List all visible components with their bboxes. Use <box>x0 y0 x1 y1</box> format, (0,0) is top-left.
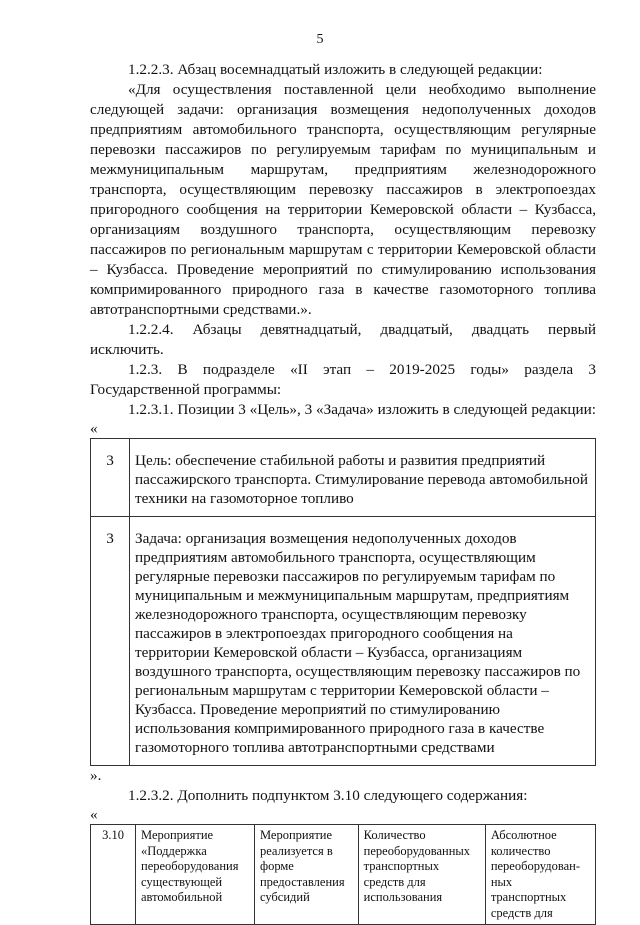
cell-implementation: Мероприятие реализуется в форме предоставления субсидий <box>254 825 358 925</box>
cell-formula: Абсолютное количество переоборудован-ных транспортных средств для <box>485 825 595 925</box>
paragraph-1-2-3: 1.2.3. В подразделе «II этап – 2019-2025 годы» раздела 3 Государственной программы: <box>90 361 596 398</box>
row-number: 3 <box>91 517 130 766</box>
table-row <box>91 825 596 925</box>
row-number: 3.10 <box>91 825 136 925</box>
paragraph-1-2-3-1: 1.2.3.1. Позиции 3 «Цель», 3 «Задача» изложить в следующей редакции: <box>128 401 596 418</box>
cell-indicator: Количество переоборудованных транспортных средств для использования <box>358 825 485 925</box>
close-quote: ». <box>90 767 102 784</box>
paragraph-1-2-2-4: 1.2.2.4. Абзацы девятнадцатый, двадцатый, двадцать первый исключить. <box>90 321 596 358</box>
page-number: 5 <box>316 32 324 47</box>
table-row <box>91 439 596 517</box>
document-body <box>90 60 596 925</box>
paragraph-1-2-3-2: 1.2.3.2. Дополнить подпунктом 3.10 следующего содержания: <box>128 787 528 804</box>
paragraph-1-2-2-3: 1.2.2.3. Абзац восемнадцатый изложить в следующей редакции: <box>128 61 543 78</box>
paragraph-quote-task: «Для осуществления поставленной цели необходимо выполнение следующей задачи: организация возмещения недополученных доходов предприятиям автомобильного транспорта, осуществляющим регулярные перевозки пассажиров по регулируемым тарифам по муниципальным и межмуниципальным маршрутам, предприятиям железнодорожного транспорта, осуществляющим перевозку пассажиров в электропоездах пригородного сообщения на территории Кемеровской области – Кузбасса, организациям воздушного транспорта, осуществляющим перевозку пассажиров по региональным маршрутам с территории Кемеровской области – Кузбасса. Проведение мероприятий по стимулированию использования компримированного природного газа в качестве газомоторного топлива автотранспортными средствами.». <box>90 81 596 318</box>
cell-activity: Мероприятие «Поддержка переоборудования существующей автомобильной <box>136 825 255 925</box>
open-quote: « <box>90 420 98 437</box>
goal-cell: Цель: обеспечение стабильной работы и развития предприятий пассажирского транспорта. Стимулирование перевода автомобильной техники на газомоторное топливо <box>130 439 596 517</box>
row-number: 3 <box>91 439 130 517</box>
goal-task-table <box>90 438 596 766</box>
subitem-3-10-table <box>90 824 596 925</box>
task-cell: Задача: организация возмещения недополученных доходов предприятиям автомобильного транспорта, осуществляющим регулярные перевозки пассажиров по регулируемым тарифам по муниципальным и межмуниципальным маршрутам, предприятиям железнодорожного транспорта, осуществляющим перевозку пассажиров в электропоездах пригородного сообщения на территории Кемеровской области – Кузбасса, организациям воздушного транспорта, осуществляющим перевозку пассажиров по региональным маршрутам с территории Кемеровской области – Кузбасса. Проведение мероприятий по стимулированию использования компримированного природного газа в качестве газомоторного топлива автотранспортными средствами <box>130 517 596 766</box>
open-quote-2: « <box>90 806 98 823</box>
table-row <box>91 517 596 766</box>
